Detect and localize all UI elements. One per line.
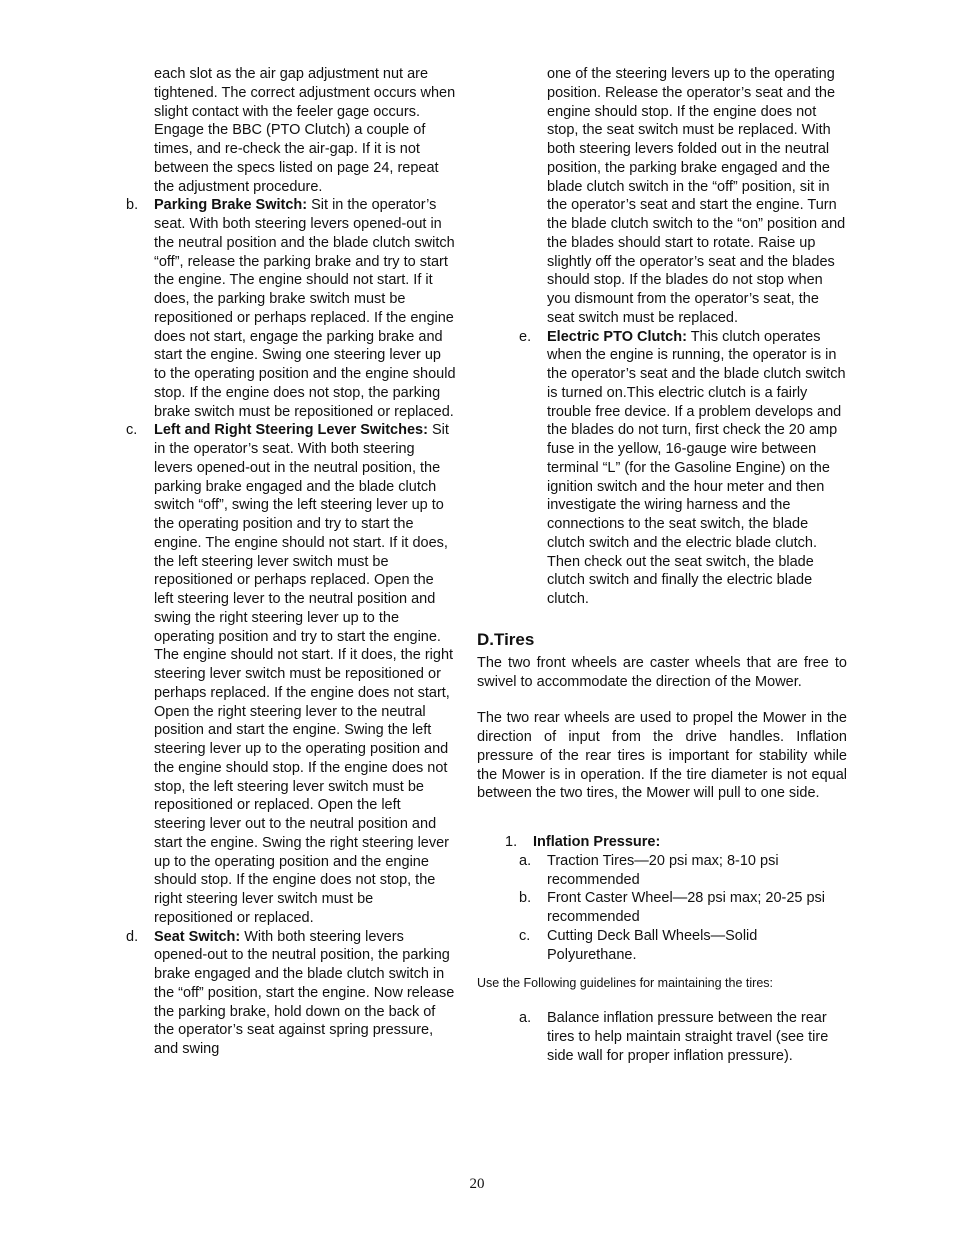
list-item-electric-pto-clutch xyxy=(477,328,847,609)
item-text: Sit in the operator’s seat. With both steering levers opened-out in the neutral position, the parking brake engaged and the blade clutch switch “off”, swing the left steering lever up to the operating position and try to start the engine. The engine should not start. If it does, the left steering lever switch must be repositioned or perhaps replaced. Open the left steering lever to the neutral position and swing the right steering lever up to the operating position and try to start the engine. The engine should not start. If it does, the right steering lever switch must be repositioned or perhaps replaced. If the engine does not start, Open the right steering lever to the neutral position and start the engine. Swing the left steering lever up to the operating position and the engine should stop. If the engine does not stop, the left steering lever switch must be repositioned or replaced. Open the left steering lever out to the neutral position and start the engine. Swing the right steering lever up to the operating position and the engine should stop. If the engine does not stop, the right steering lever switch must be repositioned or replaced. xyxy=(154,422,454,926)
item-label: a. xyxy=(519,852,532,869)
continued-item-a-text: each slot as the air gap adjustment nut are tightened. The correct adjustment occurs when slight contact with the feeler gage occurs. Engage the BBC (PTO Clutch) a couple of times, and re-check the air-gap. If it is not between the specs listed on page 24, repeat the adjustment procedure. xyxy=(154,66,456,195)
section-heading: D.Tires xyxy=(477,629,535,649)
left-column xyxy=(126,65,456,1059)
item-title: Left and Right Steering Lever Switches: xyxy=(154,422,428,439)
item-title: Seat Switch: xyxy=(154,928,241,945)
paragraph-rear-wheels: The two rear wheels are used to propel the Mower in the direction of input from the drive handles. Inflation pressure of the rear tires is important for stability while the Mower is in operation. If the tire diameter is not equal between the two tires, the Mower will pull to one side. xyxy=(477,710,847,802)
item-text: Cutting Deck Ball Wheels—Solid Polyurethane. xyxy=(547,927,758,963)
item-title: Inflation Pressure: xyxy=(533,834,661,850)
item-text: Traction Tires—20 psi max; 8-10 psi recommended xyxy=(547,852,779,888)
item-label: b. xyxy=(519,890,532,907)
item-text: This clutch operates when the engine is running, the operator is in the operator’s seat and the blade clutch switch is turned on.This electric clutch is a fairly trouble free device. If a problem develops and the blades do not turn, first check the 20 amp fuse in the yellow, 16-gauge wire between terminal “L” (for the Gasoline Engine) on the ignition switch and the hour meter and then investigate the wiring harness and the connections to the seat switch, the blade clutch switch and the electric blade clutch. Then check out the seat switch, the blade clutch switch and finally the electric blade clutch. xyxy=(547,328,846,607)
item-text: Front Caster Wheel—28 psi max; 20-25 psi recommended xyxy=(547,890,826,925)
item-text: Balance inflation pressure between the rear tires to help maintain straight travel (see tire side wall for proper inflation pressure). xyxy=(547,1010,829,1064)
item-label: 1. xyxy=(505,834,518,850)
item-label: d. xyxy=(126,928,139,945)
item-label: a. xyxy=(519,1010,532,1027)
list-item-seat-switch xyxy=(126,928,456,1059)
item-title: Parking Brake Switch: xyxy=(154,197,308,214)
item-title: Electric PTO Clutch: xyxy=(547,328,687,345)
list-item-steering-lever-switches xyxy=(126,421,456,927)
item-label: b. xyxy=(126,197,139,214)
item-label: e. xyxy=(519,328,532,345)
guideline-item-balance-pressure xyxy=(477,1009,847,1065)
sub-item-ball-wheels xyxy=(477,927,847,965)
paragraph-front-wheels: The two front wheels are caster wheels that are free to swivel to accommodate the direction of the Mower. xyxy=(477,654,847,690)
sub-item-front-caster-wheel xyxy=(477,889,847,927)
item-label: c. xyxy=(126,422,138,439)
page-number: 20 xyxy=(469,1176,485,1192)
item-text: With both steering levers opened-out to the neutral position, the parking brake engaged and the blade clutch switch in the “off” position, start the engine. Now release the parking brake, hold down on the back of the operator’s seat against spring pressure, and swing xyxy=(154,928,455,1057)
continued-item-d-text: one of the steering levers up to the operating position. Release the operator’s seat and the engine should stop. If the engine does not stop, the seat switch must be replaced. With both steering levers folded out in the neutral position, the parking brake engaged and the blade clutch switch in the “off” position, sit in the operator’s seat and start the engine. Turn the blade clutch switch to the “on” position and the blades should start to rotate. Raise up slightly off the operator’s seat and the blades should stop. If the blades do not stop when you dismount from the operator’s seat, the seat switch must be replaced. xyxy=(547,66,846,326)
guideline-intro: Use the Following guidelines for maintaining the tires: xyxy=(477,976,773,991)
item-text: Sit in the operator’s seat. With both steering levers opened-out in the neutral position and the blade clutch switch “off”, release the parking brake and try to start the engine. The engine should not start. If it does, the parking brake switch must be repositioned or perhaps replaced. If the engine does not start, engage the parking brake and start the engine. Swing one steering lever up to the operating position and the engine should stop. If the engine does not stop, the parking brake switch must be repositioned or replaced. xyxy=(154,197,456,420)
list-item-parking-brake-switch xyxy=(126,196,456,421)
item-label: c. xyxy=(519,927,531,944)
sub-item-traction-tires xyxy=(477,852,847,890)
numbered-item-inflation-pressure xyxy=(477,833,847,852)
right-column xyxy=(477,65,847,1066)
